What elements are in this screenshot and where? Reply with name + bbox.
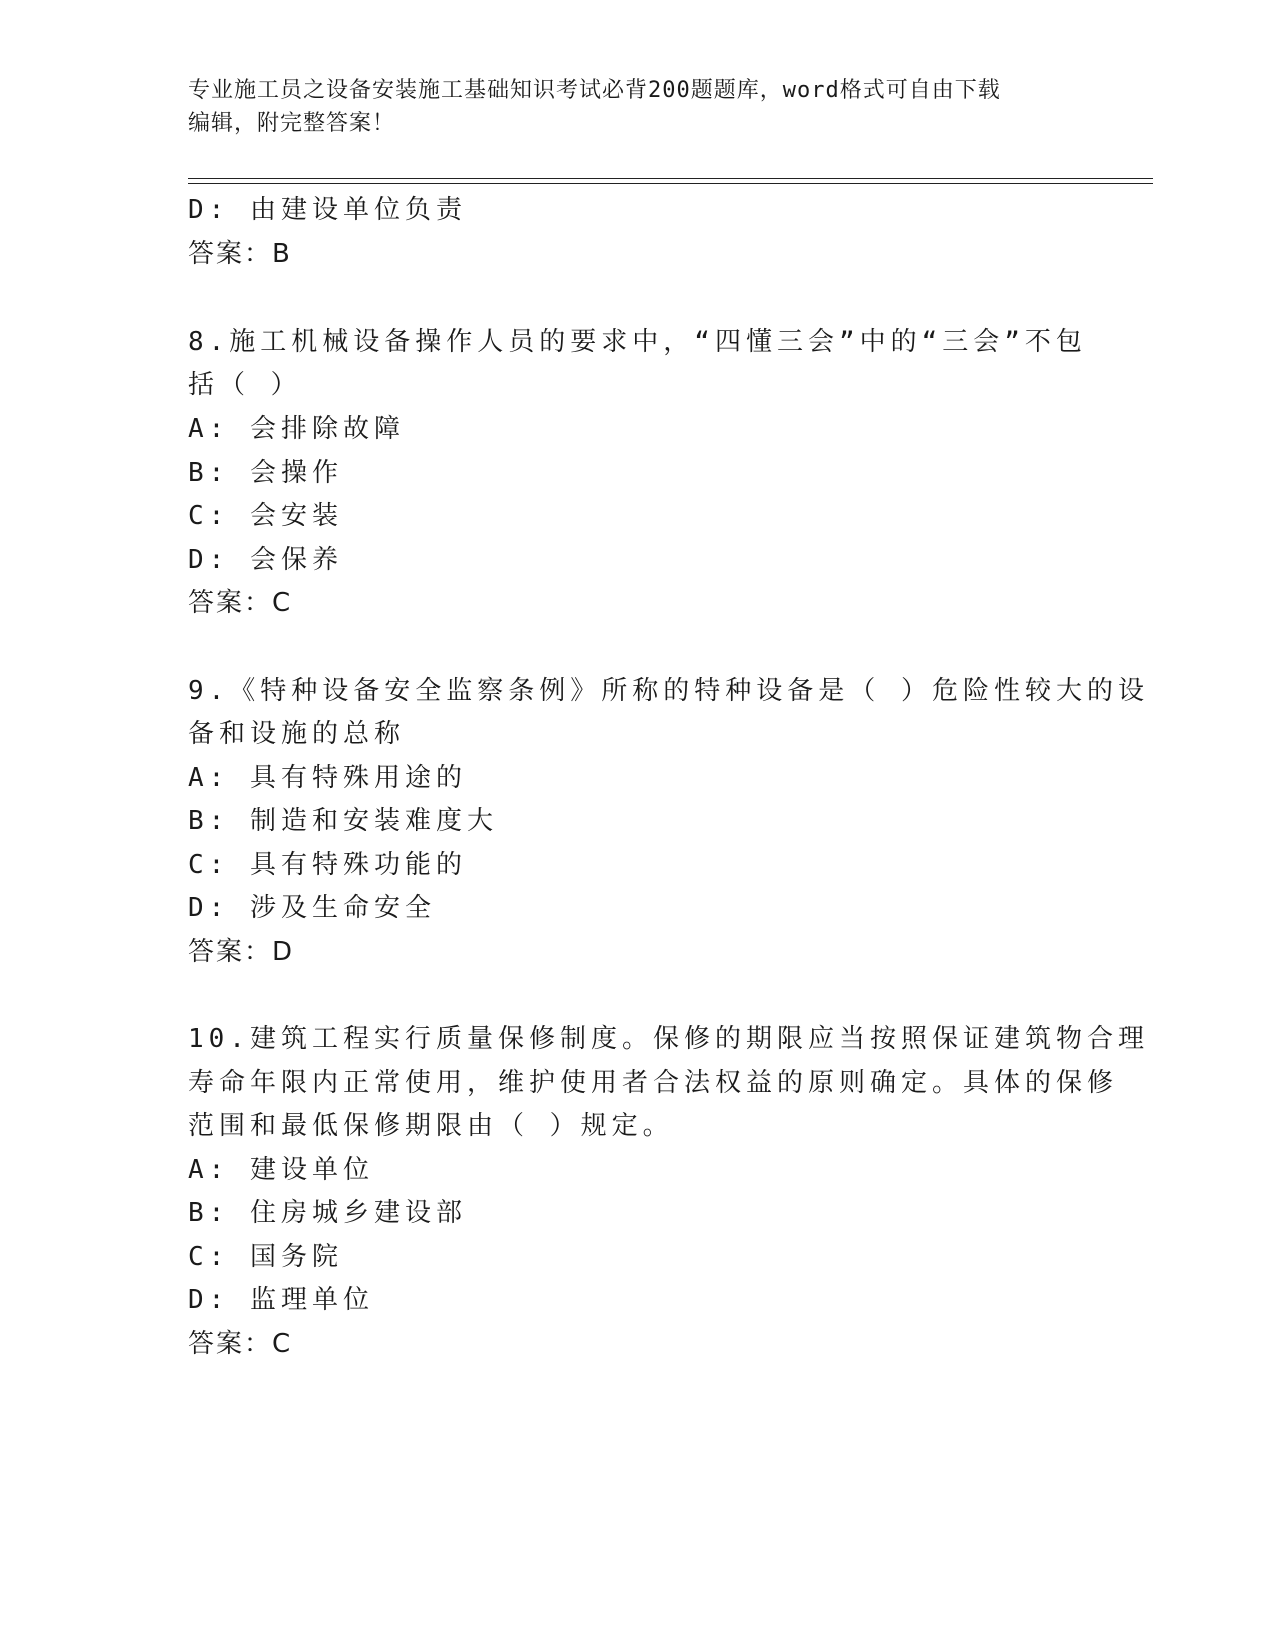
- prev-answer: 答案：B: [188, 239, 292, 269]
- q10-stem-line-1: 10.建筑工程实行质量保修制度。保修的期限应当按照保证建筑物合理: [188, 1024, 1149, 1054]
- q8-stem-line-2: 括（ ）: [188, 370, 302, 400]
- q9-option-a: A: 具有特殊用途的: [188, 763, 467, 793]
- q10-option-b: B: 住房城乡建设部: [188, 1198, 467, 1228]
- q9-answer: 答案：D: [188, 937, 295, 967]
- document-header: [188, 74, 1068, 140]
- q10-option-a: A: 建设单位: [188, 1155, 374, 1185]
- q10-stem-line-3: 范围和最低保修期限由（ ）规定。: [188, 1111, 674, 1141]
- q9-option-d: D: 涉及生命安全: [188, 893, 436, 923]
- q10-option-d: D: 监理单位: [188, 1285, 374, 1315]
- q8-option-a: A: 会排除故障: [188, 414, 405, 444]
- q8-stem-line-1: 8.施工机械设备操作人员的要求中，“四懂三会”中的“三会”不包: [188, 327, 1087, 357]
- header-rule-top: [188, 178, 1153, 179]
- q9-stem-line-1: 9.《特种设备安全监察条例》所称的特种设备是（ ）危险性较大的设: [188, 676, 1149, 706]
- q9-option-c: C: 具有特殊功能的: [188, 850, 467, 880]
- q9-option-b: B: 制造和安装难度大: [188, 806, 498, 836]
- q10-stem-line-2: 寿命年限内正常使用，维护使用者合法权益的原则确定。具体的保修: [188, 1068, 1119, 1098]
- q8-option-c: C: 会安装: [188, 501, 343, 531]
- header-line-1: 专业施工员之设备安装施工基础知识考试必背200题题库，word格式可自由下载: [188, 78, 1001, 103]
- q10-answer: 答案：C: [188, 1329, 293, 1359]
- q8-option-d: D: 会保养: [188, 545, 343, 575]
- header-line-2: 编辑，附完整答案！: [188, 111, 396, 136]
- q9-stem-line-2: 备和设施的总称: [188, 719, 406, 749]
- q10-option-c: C: 国务院: [188, 1242, 343, 1272]
- q8-answer: 答案：C: [188, 588, 293, 618]
- prev-option-d: D: 由建设单位负责: [188, 195, 467, 225]
- header-rule-bottom: [188, 183, 1153, 184]
- q8-option-b: B: 会操作: [188, 458, 343, 488]
